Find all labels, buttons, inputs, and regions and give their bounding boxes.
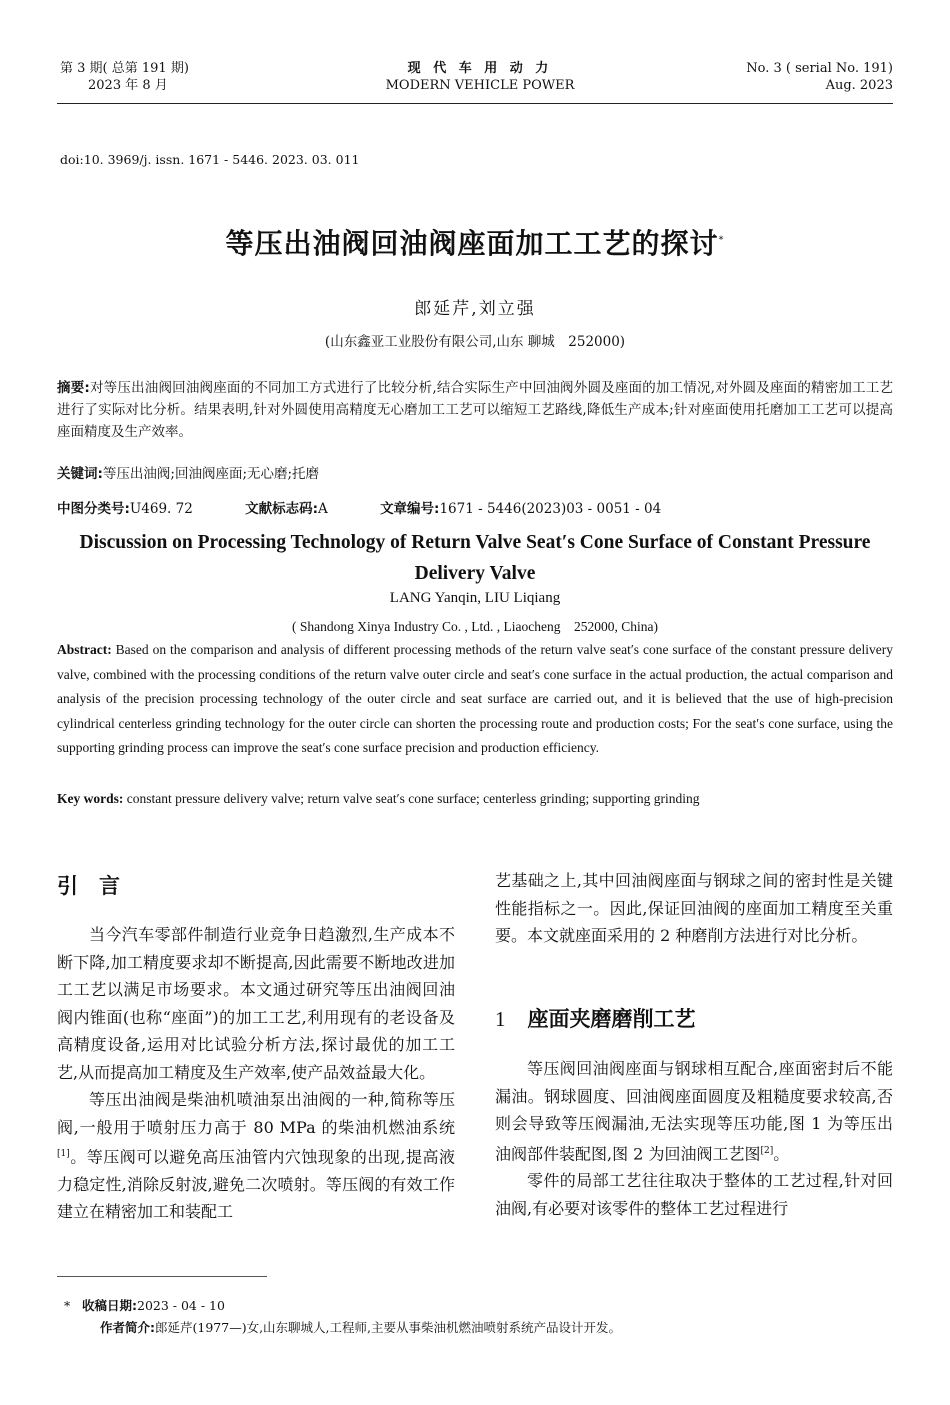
left-column [57, 921, 455, 1226]
header-journal-name [330, 60, 630, 94]
header-issue-date: 2023 年 8 月 [88, 78, 168, 93]
abstract-cn-label: 摘要: [57, 380, 90, 396]
author-bio-label: 作者简介: [100, 1320, 155, 1335]
article-number-value: 1671 - 5446(2023)03 - 0051 - 04 [439, 501, 662, 517]
section1-p1-text-a: 等压阀回油阀座面与钢球相互配合,座面密封后不能漏油。钢球圆度、回油阀座面圆度及粗糙度要求较高,否则会导致等压阀漏油,无法实现等压功能,图 1 为等压出油阀部件装配图,图 2 为回油阀工艺图 [495, 1059, 893, 1163]
doi: doi:10. 3969/j. issn. 1671 - 5446. 2023. 03. 011 [60, 152, 360, 167]
citation-1: [1] [57, 1149, 70, 1159]
english-title: Discussion on Processing Technology of Return Valve Seat′s Cone Surface of Constant Pressure Delivery Valve [79, 532, 871, 584]
clc-label: 中图分类号: [57, 501, 130, 517]
header-date-en: Aug. 2023 [825, 78, 893, 93]
header-issue-number: 第 3 期( 总第 191 期) [60, 61, 189, 76]
section-heading-1 [495, 1003, 696, 1033]
received-date: 2023 - 04 - 10 [137, 1298, 225, 1313]
english-authors: LANG Yanqin, LIU Liqiang [389, 590, 561, 606]
keywords-en-text: constant pressure delivery valve; return valve seat′s cone surface; centerless grinding; supporting grinding [123, 791, 700, 806]
affiliation: (山东鑫亚工业股份有限公司,山东 聊城 252000) [324, 334, 626, 350]
footnote-received [64, 1295, 225, 1317]
abstract-en-label: Abstract: [57, 642, 112, 657]
classification-line [57, 497, 661, 517]
right-column-section1 [495, 1055, 893, 1222]
header-issue-info [60, 60, 189, 94]
abstract-cn-text: 对等压出油阀回油阀座面的不同加工方式进行了比较分析,结合实际生产中回油阀外圆及座面的加工情况,对外圆及座面的精密加工工艺进行了实际对比分析。结果表明,针对外圆使用高精度无心磨加工工艺可以缩短工艺路线,降低生产成本;针对座面使用托磨加工工艺可以提高座面精度及生产效率。 [57, 380, 893, 440]
section-1-title: 座面夹磨磨削工艺 [527, 1007, 696, 1031]
footnote-star: * [64, 1298, 71, 1313]
journal-name-en: MODERN VEHICLE POWER [385, 78, 575, 93]
section1-p1-text-b: 。 [773, 1143, 790, 1163]
keywords-cn [57, 463, 893, 485]
header-serial-number: No. 3 ( serial No. 191) [746, 61, 893, 76]
section-heading-intro: 引 言 [57, 874, 120, 898]
intro-p2-text-a: 等压出油阀是柴油机喷油泵出油阀的一种,简称等压阀,一般用于喷射压力高于 80 MPa 的柴油机燃油系统 [57, 1090, 455, 1137]
doc-code-label: 文献标志码: [245, 501, 319, 517]
keywords-en [57, 787, 893, 812]
authors: 郎延芹,刘立强 [414, 299, 536, 319]
abstract-en [57, 638, 893, 761]
doc-code-value: A [318, 501, 328, 517]
paper-title [0, 222, 950, 262]
right-column-top [495, 867, 893, 950]
section-1-number: 1 [495, 1007, 506, 1031]
article-number-label: 文章编号: [380, 501, 440, 517]
keywords-cn-text: 等压出油阀;回油阀座面;无心磨;托磨 [102, 466, 320, 482]
received-label: 收稿日期: [82, 1298, 137, 1313]
intro-paragraph-2-cont: 艺基础之上,其中回油阀座面与钢球之间的密封性是关键性能指标之一。因此,保证回油阀的座面加工精度至关重要。本文就座面采用的 2 种磨削方法进行对比分析。 [495, 871, 893, 945]
title-footnote-mark: * [718, 234, 725, 246]
header-divider [57, 103, 893, 104]
section1-paragraph-1 [495, 1055, 893, 1167]
footnote-author [100, 1317, 621, 1339]
header-issue-info-en [746, 60, 893, 94]
keywords-cn-label: 关键词: [57, 466, 103, 482]
author-bio-text: 郎延芹(1977—)女,山东聊城人,工程师,主要从事柴油机燃油喷射系统产品设计开发。 [155, 1320, 621, 1335]
journal-name-cn: 现 代 车 用 动 力 [407, 61, 553, 76]
clc-value: U469. 72 [129, 501, 193, 517]
intro-p2-text-b: 。等压阀可以避免高压油管内穴蚀现象的出现,提高液力稳定性,消除反射波,避免二次喷射。等压阀的有效工作建立在精密加工和装配工 [57, 1147, 455, 1222]
intro-paragraph-2 [57, 1086, 455, 1226]
footnote-divider [57, 1276, 267, 1277]
english-affiliation: ( Shandong Xinya Industry Co. , Ltd. , Liaocheng 252000, China) [292, 619, 658, 634]
abstract-cn [57, 377, 893, 443]
section1-paragraph-2: 零件的局部工艺往往取决于整体的工艺过程,针对回油阀,有必要对该零件的整体工艺过程进行 [495, 1171, 893, 1218]
intro-paragraph-1: 当今汽车零部件制造行业竞争日趋激烈,生产成本不断下降,加工精度要求却不断提高,因此需要不断地改进加工工艺以满足市场要求。本文通过研究等压出油阀回油阀内锥面(也称“座面”)的加工工艺,利用现有的老设备及高精度设备,运用对比试验分析方法,探讨最优的加工工艺,从而提高加工精度及生产效率,使产品效益最大化。 [57, 925, 455, 1082]
citation-2: [2] [760, 1145, 774, 1156]
keywords-en-label: Key words: [57, 791, 124, 806]
title-text: 等压出油阀回油阀座面加工工艺的探讨 [225, 227, 719, 260]
abstract-en-text: Based on the comparison and analysis of different processing methods of the return valve seat′s cone surface of the constant pressure delivery valve, combined with the processing conditions of the return valve outer circle and seat′s cone surface in the actual production, the actual comparison and analysis of the precision processing technology of the outer circle and seat surface are carried out, and it is believed that the use of high-precision cylindrical centerless grinding technology for the outer circle can shorten the processing route and production costs; For the seat′s cone surface, using the supporting grinding process can improve the seat′s cone surface precision and production efficiency. [57, 642, 893, 755]
